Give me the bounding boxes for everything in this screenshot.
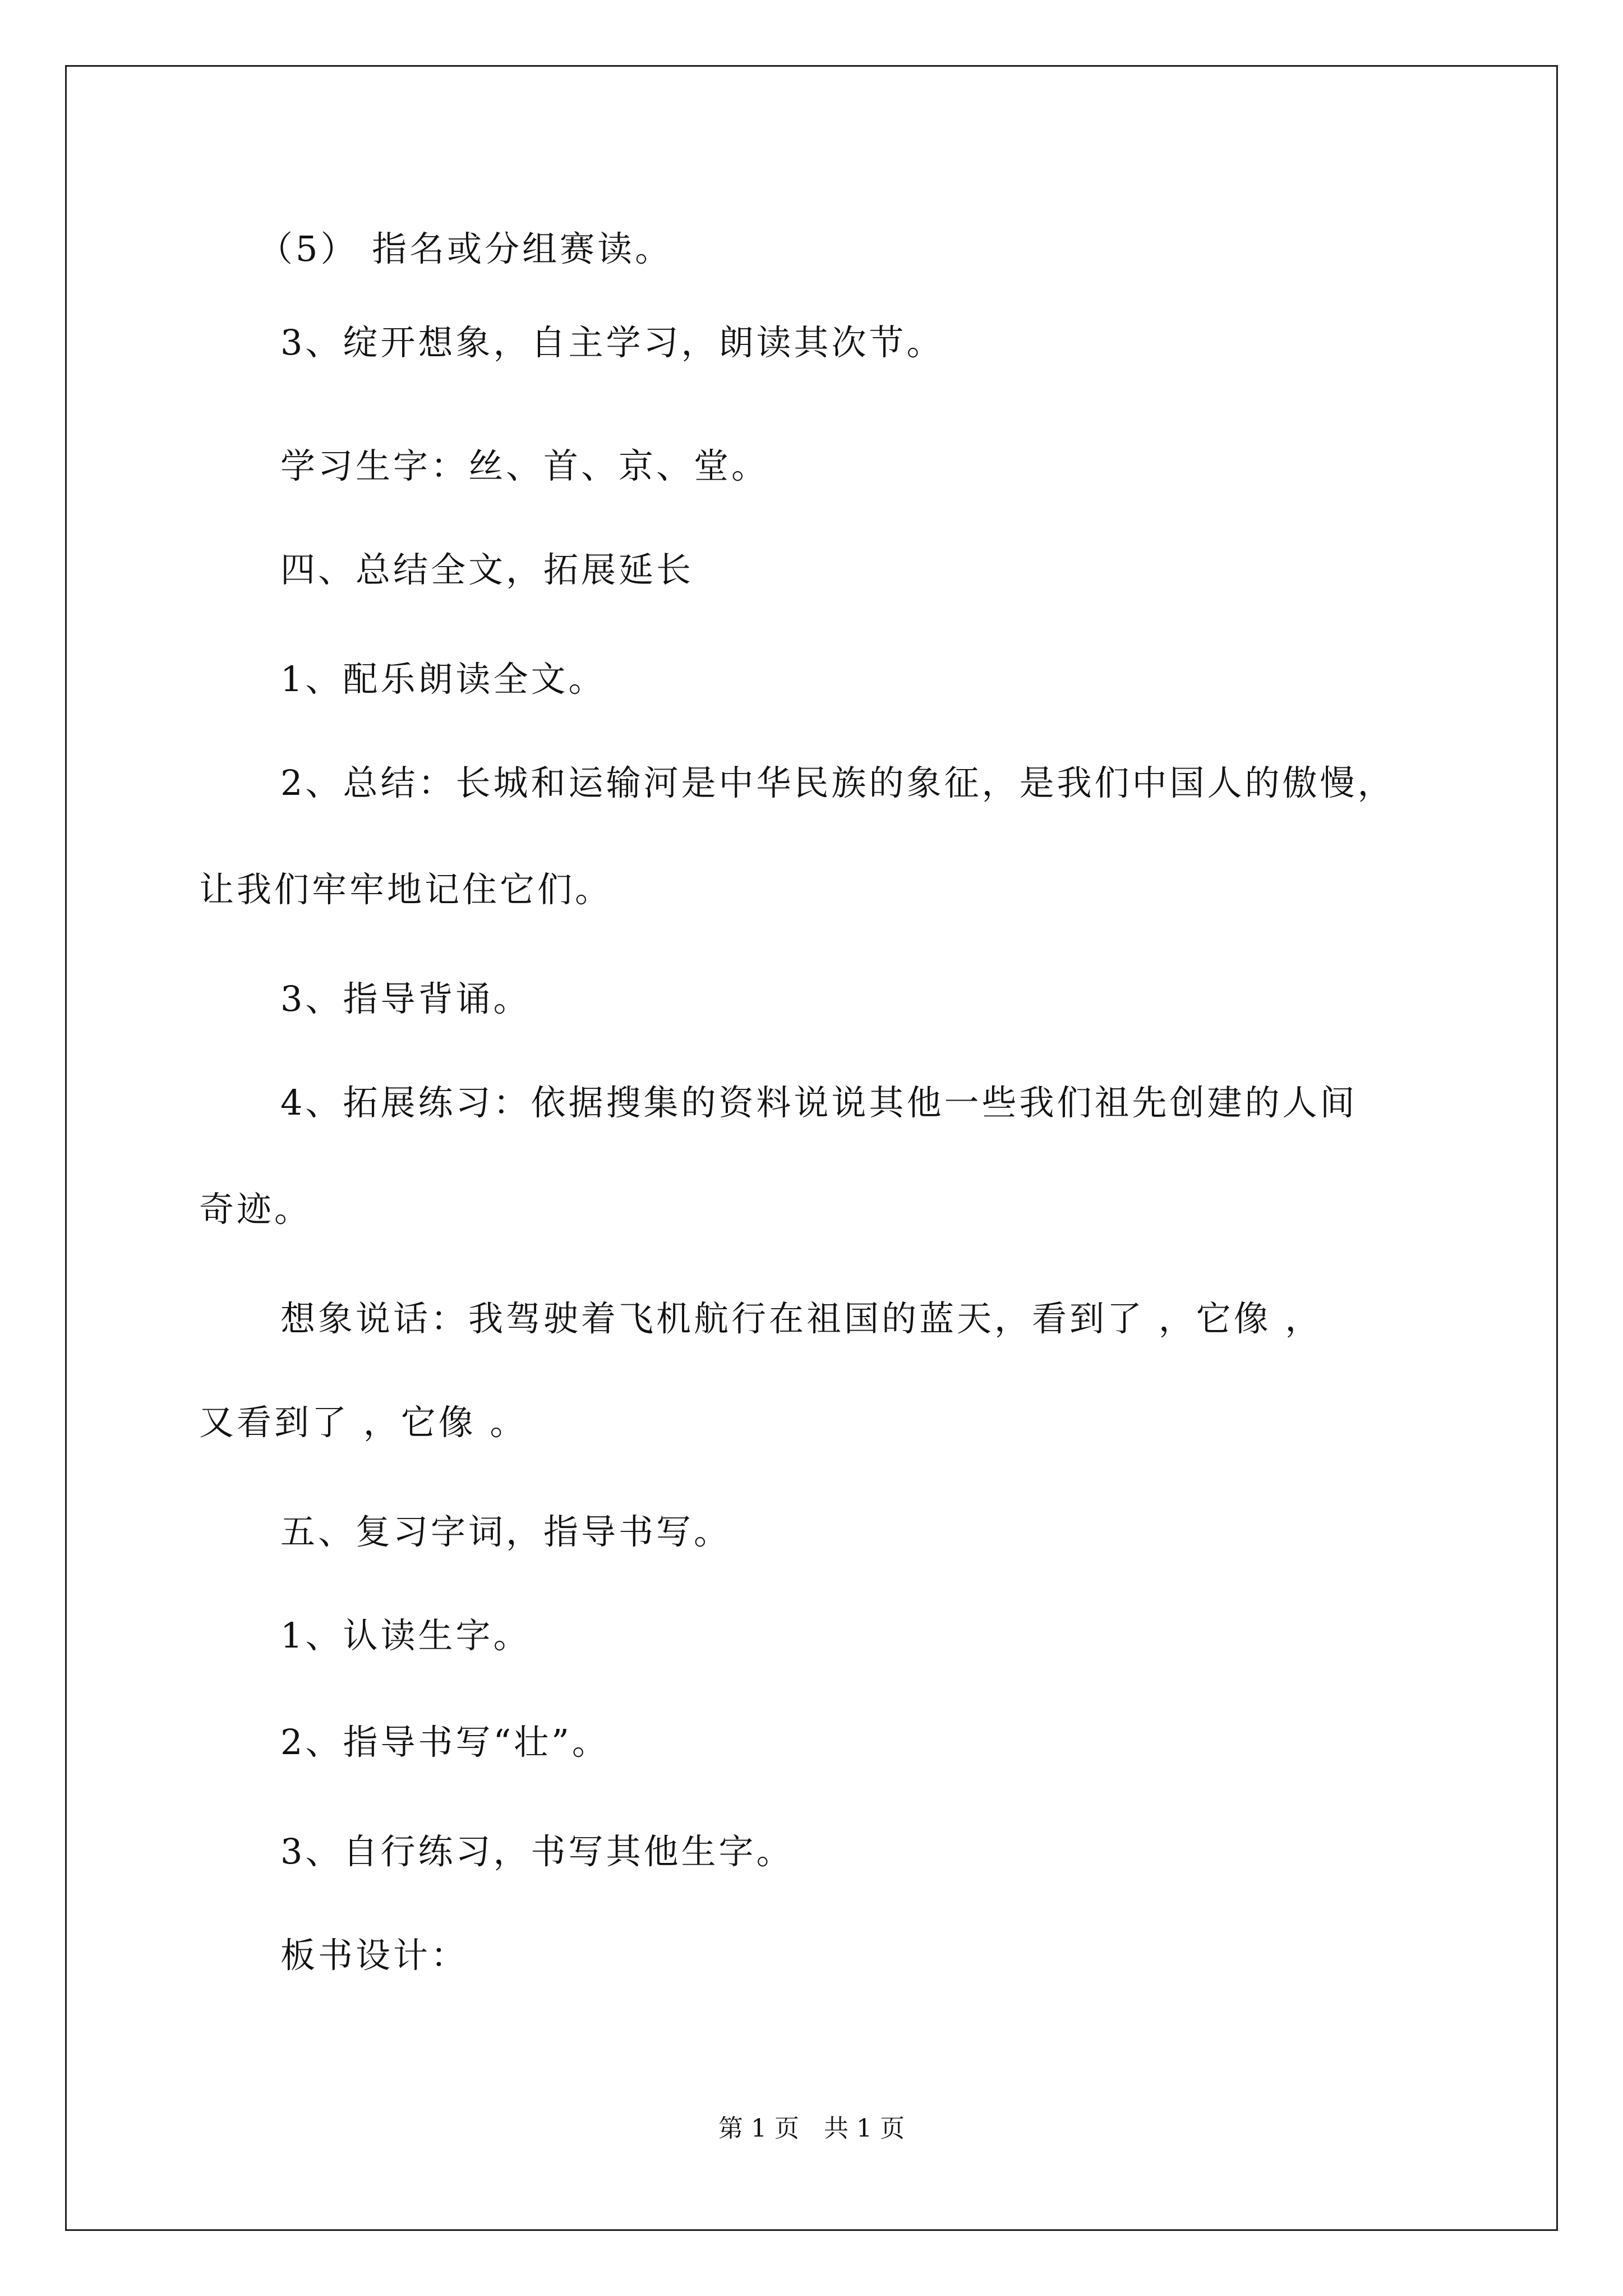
paragraph-12: 又看到了 ，它像 。: [199, 1402, 528, 1443]
paragraph-11: 想象说话：我驾驶着飞机航行在祖国的蓝天，看到了 ，它像 ，: [280, 1298, 1323, 1339]
paragraph-9: 4、拓展练习：依据搜集的资料说说其他一些我们祖先创建的人间: [280, 1082, 1358, 1123]
paragraph-13: 五、复习字词，指导书写。: [280, 1511, 732, 1552]
paragraph-4: 四、总结全文，拓展延长: [280, 549, 694, 590]
paragraph-6: 2、总结：长城和运输河是中华民族的象征，是我们中国人的傲慢，: [280, 762, 1395, 803]
paragraph-5: 1、配乐朗读全文。: [280, 659, 606, 700]
paragraph-2: 3、绽开想象，自主学习，朗读其次节。: [280, 322, 944, 363]
paragraph-16: 3、自行练习，书写其他生字。: [280, 1831, 794, 1872]
page-border: [65, 65, 1558, 2231]
paragraph-1: （5） 指名或分组赛读。: [258, 228, 673, 269]
paragraph-15: 2、指导书写“壮”。: [280, 1722, 610, 1763]
paragraph-10: 奇迹。: [199, 1189, 312, 1230]
page-number-footer: 第 1 页 共 1 页: [718, 2114, 905, 2143]
paragraph-17: 板书设计：: [280, 1935, 469, 1976]
paragraph-8: 3、指导背诵。: [280, 978, 531, 1019]
paragraph-3: 学习生字：丝、首、京、堂。: [280, 445, 769, 486]
paragraph-14: 1、认读生字。: [280, 1615, 531, 1656]
paragraph-7: 让我们牢牢地记住它们。: [199, 869, 613, 910]
